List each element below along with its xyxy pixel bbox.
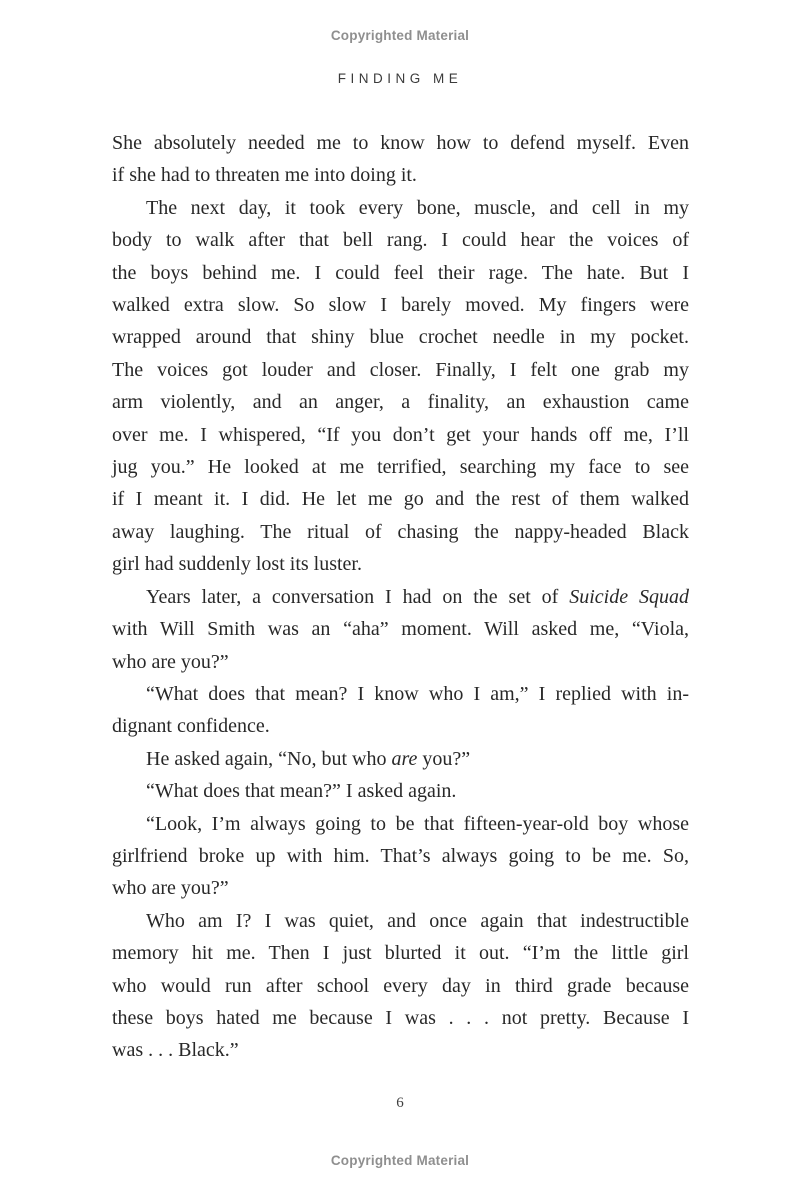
text-line: with Will Smith was an “aha” moment. Will asked me, “Viola, [112,618,689,641]
text-line: girl had suddenly lost its luster. [112,553,362,576]
copyright-notice-top: Copyrighted Material [330,28,470,43]
paragraph [112,192,689,581]
text-line: The voices got louder and closer. Finally, I felt one grab my [112,358,689,381]
text-line: girlfriend broke up with him. That’s always going to be me. So, [112,844,689,867]
text-line: arm violently, and an anger, a finality, an exhaustion came [112,391,689,414]
text-line: these boys hated me because I was . . . not pretty. Because I [112,1006,689,1029]
text-line: body to walk after that bell rang. I could hear the voices of [112,229,689,252]
text-line: “What does that mean? I know who I am,” I replied with in- [146,682,689,705]
body-text [112,127,689,1067]
text-line: who would run after school every day in third grade because [112,974,689,997]
text-line: away laughing. The ritual of chasing the nappy-headed Black [112,520,689,543]
paragraph [112,808,689,905]
text-line: “Look, I’m always going to be that fifteen-year-old boy whose [146,812,689,835]
text-line: who are you?” [112,877,229,900]
text-line: dignant confidence. [112,715,270,738]
page-number: 6 [396,1095,404,1111]
paragraph [112,905,689,1067]
paragraph [112,743,689,775]
paragraph [112,678,689,743]
text-line: The next day, it took every bone, muscle, and cell in my [146,196,689,219]
text-line: Who am I? I was quiet, and once again that indestructible [146,909,689,932]
text-line: Years later, a conversation I had on the set of Suicide Squad [146,585,689,608]
text-line: jug you.” He looked at me terrified, searching my face to see [112,456,689,479]
text-line: who are you?” [112,650,229,673]
text-line: the boys behind me. I could feel their rage. The hate. But I [112,261,689,284]
text-line: over me. I whispered, “If you don’t get your hands off me, I’ll [112,423,689,446]
paragraph [112,127,689,192]
text-line: if she had to threaten me into doing it. [112,164,417,187]
running-head-title: FINDING ME [337,71,463,86]
paragraph [112,775,689,807]
text-line: wrapped around that shiny blue crochet needle in my pocket. [112,326,689,349]
paragraph [112,581,689,678]
copyright-notice-bottom: Copyrighted Material [330,1153,470,1168]
text-line: “What does that mean?” I asked again. [146,780,457,803]
text-line: He asked again, “No, but who are you?” [146,747,471,770]
text-line: was . . . Black.” [112,1039,239,1062]
text-line: if I meant it. I did. He let me go and the rest of them walked [112,488,689,511]
text-line: She absolutely needed me to know how to defend myself. Even [112,132,689,154]
text-line: walked extra slow. So slow I barely moved. My fingers were [112,294,689,317]
text-line: memory hit me. Then I just blurted it out. “I’m the little girl [112,942,689,965]
